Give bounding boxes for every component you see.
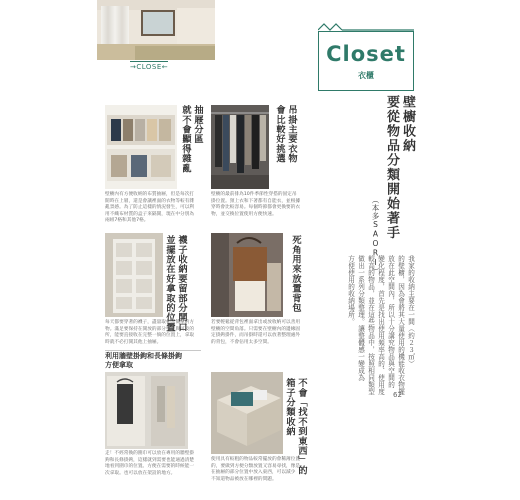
main-title-line1: 壁櫥收納: [400, 95, 415, 153]
main-body-col6: 做出一系列分類整理。讓整體感一變成為: [356, 255, 365, 381]
section1-body-line: 兩組7格和其他7格。: [105, 218, 149, 224]
section3-body-line: 物。滿足要保持在開放的部分整理與可及的: [105, 326, 195, 332]
section2-body-line: 掛位置。頸上衣和下著都有自能衣，並根據: [211, 198, 301, 204]
section5-body-line: 次拿取。也可以放在架設的地方。: [105, 470, 176, 476]
main-body-col2: 的壁櫥，因為會將其大量使用的機能收衣物擺: [396, 255, 405, 395]
section6-body-line: 使用具有較粗的物品較常擺放的會稀薄位置: [211, 457, 301, 462]
section4-body-line: 壁櫥的空間角落。只需要在壁櫥內的邊緣固: [211, 326, 301, 332]
section5-body: [105, 451, 201, 477]
section1-body-line: 開時在上層，還是會讓裡面的衣物等較有雜: [105, 198, 195, 204]
section6-body-line: 在抽屜的部分位置中放入東西，可以減少: [211, 470, 296, 476]
section5-body-line: 走！不經常換的圍巾可以放在專用的牆壁掛: [105, 451, 195, 456]
main-title-line2: 要從物品分類開始著手: [384, 95, 399, 240]
section2-body-line: 穿時會比較容易。每個時節都會更換要的衣: [211, 205, 301, 211]
storage-boxes-photo: [211, 372, 283, 454]
section5-heading: [105, 352, 205, 370]
section5-heading-line2: 方便拿取: [105, 361, 133, 369]
section5-body-line: 鉤和長條掛鉤，這樣就到需要也能通過清楚: [105, 457, 195, 463]
drawer-photo: [105, 105, 177, 189]
section3-body-line: 時就不必打開其他上抽屜。: [105, 339, 162, 345]
main-body-col4: 變化程度，首先是找出使用頻率高的、使用度: [376, 255, 385, 395]
wall-hooks-photo: [105, 372, 188, 449]
section2-heading-line1: 吊掛主要衣物: [286, 105, 297, 164]
section4-heading-line1: 死角用來放置背包: [290, 235, 301, 313]
title-block: [318, 20, 414, 92]
section4-body: [211, 320, 307, 346]
section1-body: [105, 192, 201, 225]
title-zh: 衣櫃: [358, 71, 374, 80]
tatami: [135, 46, 215, 60]
section6-body: [211, 457, 307, 483]
section3-heading-line1: 襪子收納要留部分開口: [176, 235, 187, 332]
room-photo: [97, 0, 215, 60]
section3-heading-line2: 並擺放在好拿取的位置: [164, 235, 175, 332]
section6-body-line: 的，要做到方便分類放置又容易尋找，像是: [211, 463, 301, 469]
socks-organizer-photo: [105, 233, 163, 317]
main-body-col1: 我家的收納主要在一間（約２３㎡）: [406, 255, 415, 367]
main-body-col7: 方便使用的收納場所。: [346, 255, 355, 325]
section1-body-line: 壁櫥內有方便收納的布質抽屜，但是每次打: [105, 192, 195, 197]
section6-body-line: 不知道物品被放在哪裡的問題。: [211, 476, 277, 482]
section1-body-line: 用不織布材質的盒子來隔開，現在中分別為: [105, 211, 195, 217]
section6-heading-line1: 不會「找不到東西」的: [296, 378, 307, 475]
hanging-clothes-photo: [211, 105, 269, 189]
section5-body-line: 地看到圍巾的位置。方便在需要的時候能一: [105, 464, 195, 470]
section5-heading-line1: 利用牆壁掛鉤和長條掛鉤: [105, 352, 182, 360]
section2-body: [211, 192, 307, 218]
divider: [105, 350, 201, 351]
section1-body-line: 亂景感。為了防止這樣的情況發生，可以利: [105, 205, 195, 211]
section4-body-line: 的背包，不會佔用太多空間。: [211, 339, 272, 345]
section6-heading-line2: 箱子分類收納: [284, 378, 295, 437]
section4-body-line: 若要輕鬆從背包裡面拿出或放收納可以善用: [211, 320, 301, 325]
section3-body-line: 所，能要直接收在完整一倘的位置上，拿取: [105, 333, 195, 339]
section3-body-line: 每天都要穿著的襪子，盡量取相當簡單的方: [105, 320, 195, 325]
byline: （本多SAORI）: [371, 196, 380, 276]
wall: [177, 8, 215, 48]
title-en: Closet: [326, 42, 406, 66]
bags-photo: [211, 233, 283, 317]
closet-caption: →CLOSE←: [130, 63, 169, 71]
section4-body-line: 定掛鉤掛件，而吊掛時還可以放著整理處外: [211, 333, 301, 339]
page-number: 62: [393, 391, 402, 399]
section1-heading-line2: 就不會顯得雜亂: [180, 105, 191, 173]
section2-heading-line2: 會比較好挑選: [274, 105, 285, 164]
section3-body: [105, 320, 201, 346]
window: [141, 10, 175, 36]
section1-heading-line1: 抽屜分區: [192, 105, 203, 144]
main-body-col3: 放在此空間內，所以十分講究物品與空間的: [386, 255, 395, 388]
section2-body-line: 壁櫥的最前排為10件季節性穿搭的固定吊: [211, 192, 297, 197]
section2-body-line: 物，並交換位置使用方便快速。: [211, 211, 277, 217]
main-body-col5: 較高的物品，並在這些物品中，按照相同類型: [366, 255, 375, 395]
